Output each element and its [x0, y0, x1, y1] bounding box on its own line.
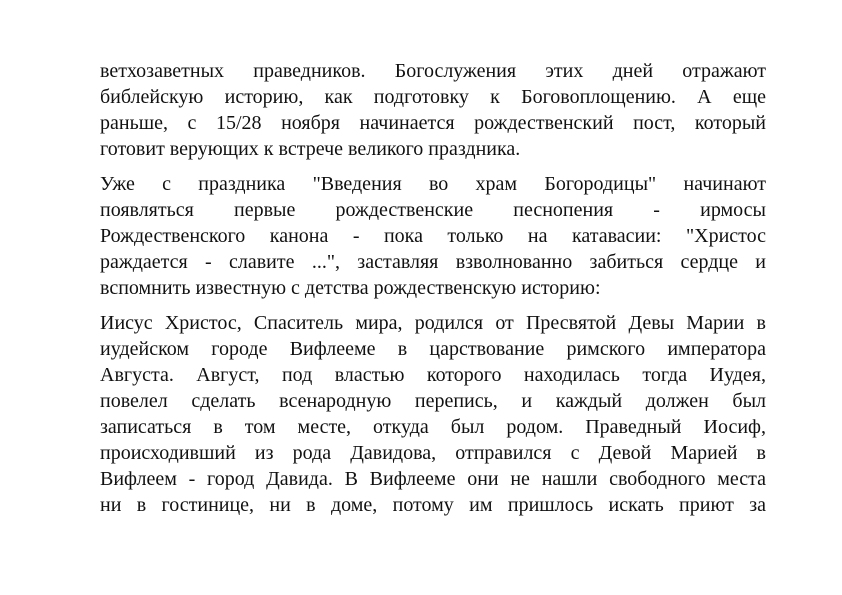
text-line: Уже с праздника "Введения во храм Богородицы" начинают: [100, 173, 766, 195]
paragraph-1: [100, 58, 766, 162]
text-line: Рождественского канона - пока только на катавасии: "Христос: [100, 225, 766, 247]
text-line: готовит верующих к встрече великого праздника.: [100, 138, 521, 160]
text-line: ветхозаветных праведников. Богослужения этих дней отражают: [100, 60, 766, 82]
text-line: вспомнить известную с детства рождественскую историю:: [100, 277, 601, 299]
paragraph-spacer: [100, 162, 766, 171]
paragraph-3: [100, 310, 766, 518]
document-text: [100, 58, 766, 518]
paragraph-spacer: [100, 301, 766, 310]
text-line: иудейском городе Вифлееме в царствование римского императора: [100, 338, 766, 360]
text-line: ни в гостинице, ни в доме, потому им пришлось искать приют за: [100, 494, 766, 516]
text-line: раждается - славите ...", заставляя взволнованно забиться сердце и: [100, 251, 766, 273]
text-line: происходивший из рода Давидова, отправился с Девой Марией в: [100, 442, 766, 464]
text-line: записаться в том месте, откуда был родом. Праведный Иосиф,: [100, 416, 766, 438]
text-line: библейскую историю, как подготовку к Боговоплощению. А еще: [100, 86, 766, 108]
text-line: Вифлеем - город Давида. В Вифлееме они не нашли свободного места: [100, 468, 766, 490]
text-line: повелел сделать всенародную перепись, и каждый должен был: [100, 390, 766, 412]
text-line: раньше, с 15/28 ноября начинается рождественский пост, который: [100, 112, 766, 134]
text-line: появляться первые рождественские песнопения - ирмосы: [100, 199, 766, 221]
paragraph-2: [100, 171, 766, 301]
text-line: Августа. Август, под властью которого находилась тогда Иудея,: [100, 364, 766, 386]
text-line: Иисус Христос, Спаситель мира, родился от Пресвятой Девы Марии в: [100, 312, 766, 334]
